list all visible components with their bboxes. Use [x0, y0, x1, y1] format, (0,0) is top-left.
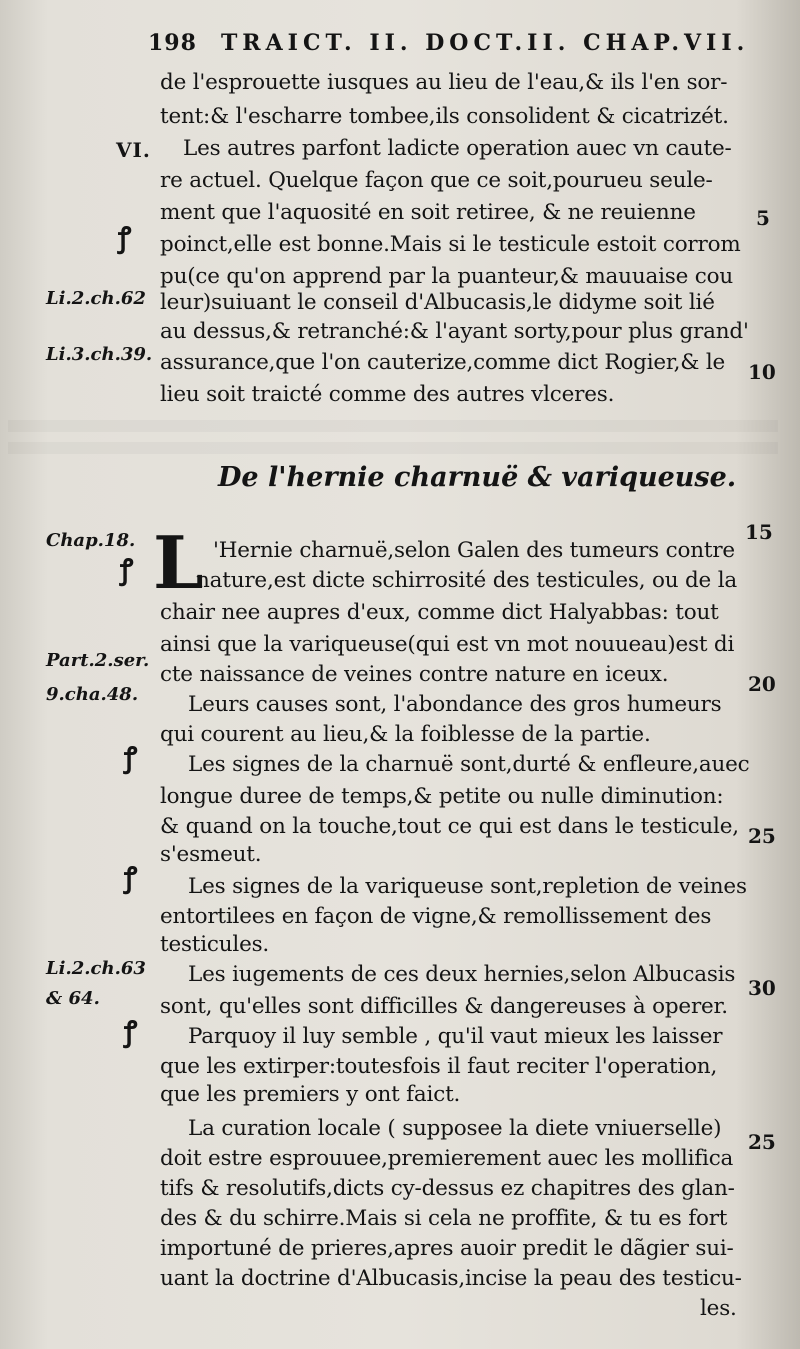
text-line: qui courent au lieu,& la foiblesse de la partie. [160, 722, 651, 747]
text-line: nature,est dicte schirrosité des testicules, ou de la [196, 568, 737, 593]
text-line: Les signes de la charnuë sont,durté & enfleure,auec [188, 752, 750, 777]
drop-capital: L [153, 520, 204, 605]
show-through [8, 442, 778, 454]
text-line: Les iugements de ces deux hernies,selon Albucasis [188, 962, 736, 987]
margin-note: Li.3.ch.39. [46, 344, 153, 365]
text-line: que les premiers y ont faict. [160, 1082, 461, 1107]
show-through [8, 420, 778, 432]
margin-note: Chap.18. [46, 530, 136, 551]
text-line: tent:& l'escharre tombee,ils consolident & cicatrizét. [160, 104, 729, 129]
text-line: longue duree de temps,& petite ou nulle diminution: [160, 784, 724, 809]
text-line: poinct,elle est bonne.Mais si le testicule estoit corrom [160, 232, 741, 257]
section-heading: De l'hernie charnuë & variqueuse. [218, 462, 737, 493]
line-number: 10 [748, 360, 776, 384]
text-line: au dessus,& retranché:& l'ayant sorty,pour plus grand' [160, 319, 749, 344]
text-line: Parquoy il luy semble , qu'il vaut mieux les laisser [188, 1024, 723, 1049]
paragraph-marker: ꝭ [120, 553, 134, 586]
page-number: 198 [148, 30, 197, 56]
text-line: sont, qu'elles sont difficilles & dangereuses à operer. [160, 994, 728, 1019]
paragraph-marker: ꝭ [124, 861, 138, 894]
margin-note: Li.2.ch.62 [46, 288, 146, 309]
text-line: testicules. [160, 932, 270, 957]
line-number: 20 [748, 672, 776, 696]
text-line: & quand on la touche,tout ce qui est dans le testicule, [160, 814, 739, 839]
text-line: ment que l'aquosité en soit retiree, & ne reuienne [160, 200, 696, 225]
margin-note: & 64. [46, 988, 100, 1009]
text-line: 'Hernie charnuë,selon Galen des tumeurs contre [213, 538, 735, 563]
text-line: pu(ce qu'on apprend par la puanteur,& mauuaise cou [160, 264, 733, 289]
margin-note: Li.2.ch.63 [46, 958, 146, 979]
text-line: doit estre esprouuee,premierement auec les mollifica [160, 1146, 734, 1171]
line-number: 15 [745, 520, 773, 544]
text-line: de l'esprouette iusques au lieu de l'eau,& ils l'en sor- [160, 70, 728, 95]
text-line: importuné de prieres,apres auoir predit le dãgier sui- [160, 1236, 734, 1261]
paragraph-marker: ꝭ [124, 741, 138, 774]
running-title: TRAICT. II. DOCT.II. CHAP.VII. [220, 30, 750, 56]
margin-note: 9.cha.48. [46, 684, 139, 705]
text-line: assurance,que l'on cauterize,comme dict Rogier,& le [160, 350, 726, 375]
text-line: entortilees en façon de vigne,& remollissement des [160, 904, 712, 929]
text-line: La curation locale ( supposee la diete vniuerselle) [188, 1116, 722, 1141]
text-line: que les extirper:toutesfois il faut reciter l'operation, [160, 1054, 718, 1079]
margin-note: Part.2.ser. [46, 650, 150, 671]
text-line: des & du schirre.Mais si cela ne proffite, & tu es fort [160, 1206, 728, 1231]
text-line: leur)suiuant le conseil d'Albucasis,le didyme soit lié [160, 290, 715, 315]
running-header [148, 30, 748, 56]
text-line: re actuel. Quelque façon que ce soit,pourueu seule- [160, 168, 713, 193]
text-line: cte naissance de veines contre nature en iceux. [160, 662, 669, 687]
line-number: 30 [748, 976, 776, 1000]
paragraph-marker: ꝭ [118, 221, 132, 254]
text-line: s'esmeut. [160, 842, 262, 867]
line-number: 5 [756, 206, 770, 230]
text-line: Leurs causes sont, l'abondance des gros humeurs [188, 692, 722, 717]
text-line: Les signes de la variqueuse sont,repletion de veines [188, 874, 747, 899]
paragraph-marker: ꝭ [124, 1015, 138, 1048]
text-line: Les autres parfont ladicte operation auec vn caute- [183, 136, 732, 161]
line-number: 25 [748, 824, 776, 848]
text-line: tifs & resolutifs,dicts cy-dessus ez chapitres des glan- [160, 1176, 735, 1201]
text-line: lieu soit traicté comme des autres vlceres. [160, 382, 615, 407]
line-number: 25 [748, 1130, 776, 1154]
text-line: uant la doctrine d'Albucasis,incise la peau des testicu- [160, 1266, 742, 1291]
text-line: chair nee aupres d'eux, comme dict Halyabbas: tout [160, 600, 719, 625]
roman-numeral-marker: VI. [116, 138, 151, 162]
text-line: les. [700, 1296, 737, 1321]
text-line: ainsi que la variqueuse(qui est vn mot nouueau)est di [160, 632, 735, 657]
